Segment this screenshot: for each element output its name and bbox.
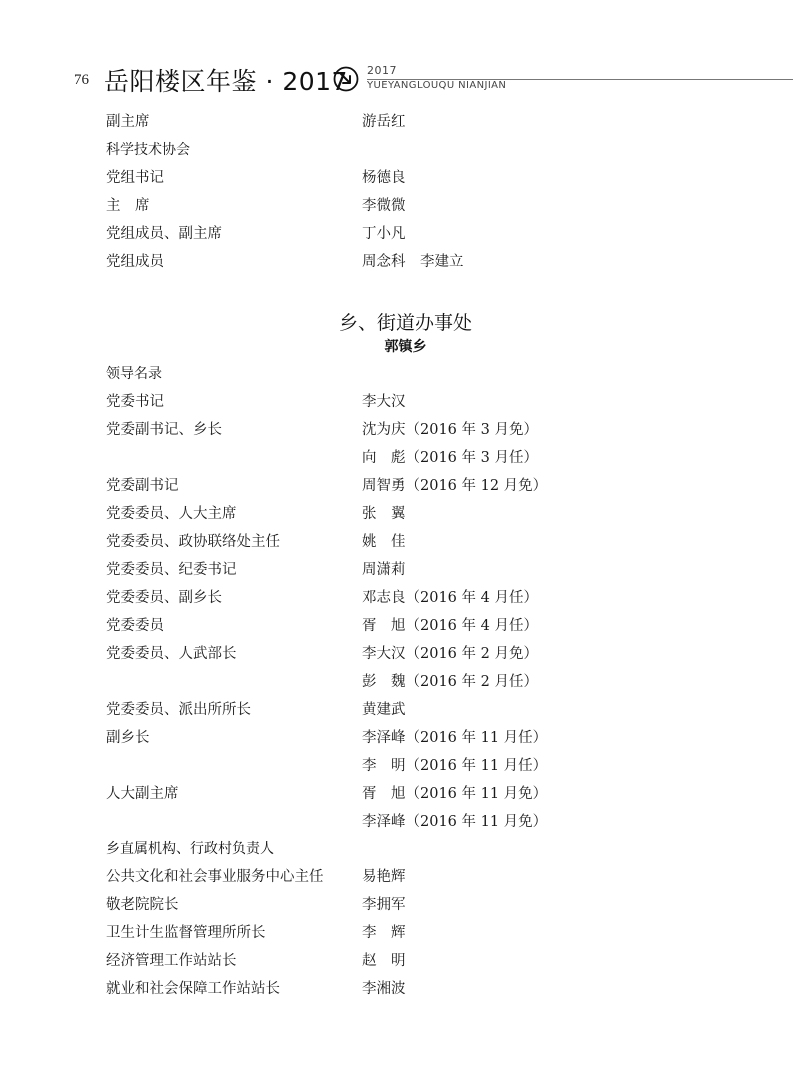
- role-label: 公共文化和社会事业服务中心主任: [106, 869, 324, 885]
- person-name: 张 翼: [362, 506, 406, 522]
- list-item: [0, 810, 793, 834]
- science-association-heading: 科学技术协会: [106, 142, 190, 158]
- list-item: [0, 166, 793, 190]
- role-label: 就业和社会保障工作站站长: [106, 981, 280, 997]
- list-item: [0, 754, 793, 778]
- list-item: [0, 949, 793, 973]
- person-name: 李泽峰（2016 年 11 月任）: [362, 730, 548, 746]
- list-item: [0, 698, 793, 722]
- leaders-heading: 领导名录: [106, 366, 162, 382]
- person-name: 黄建武: [362, 702, 406, 718]
- person-name: 丁小凡: [362, 226, 406, 242]
- list-item: [0, 614, 793, 638]
- circle-arrow-down-right-icon: [333, 66, 359, 92]
- person-name: 李拥军: [362, 897, 406, 913]
- person-name: 李大汉（2016 年 2 月免）: [362, 646, 538, 662]
- role-label: 党委委员、政协联络处主任: [106, 534, 280, 550]
- person-name: 胥 旭（2016 年 11 月免）: [362, 786, 548, 802]
- list-item: [0, 390, 793, 414]
- list-item: [0, 530, 793, 554]
- list-item: [0, 586, 793, 610]
- person-name: 杨德良: [362, 170, 406, 186]
- list-item: [0, 977, 793, 1001]
- person-name: 向 彪（2016 年 3 月任）: [362, 450, 538, 466]
- role-label: 党委委员、人武部长: [106, 646, 237, 662]
- role-label: 主 席: [106, 198, 150, 214]
- person-name: 易艳辉: [362, 869, 406, 885]
- role-label: 党委副书记、乡长: [106, 422, 222, 438]
- person-name: 李 辉: [362, 925, 406, 941]
- role-label: 副主席: [106, 114, 150, 130]
- person-name: 胥 旭（2016 年 4 月任）: [362, 618, 538, 634]
- person-name: 周潇莉: [362, 562, 406, 578]
- list-item: [0, 642, 793, 666]
- role-label: 党委委员、派出所所长: [106, 702, 251, 718]
- role-label: 党委书记: [106, 394, 164, 410]
- role-label: 副乡长: [106, 730, 150, 746]
- person-name: 李 明（2016 年 11 月任）: [362, 758, 548, 774]
- person-name: 游岳红: [362, 114, 406, 130]
- person-name: 周念科 李建立: [362, 254, 464, 270]
- list-item: [0, 670, 793, 694]
- role-label: 党组书记: [106, 170, 164, 186]
- list-item: [0, 474, 793, 498]
- role-label: 党委委员、纪委书记: [106, 562, 237, 578]
- person-name: 赵 明: [362, 953, 406, 969]
- list-item: [0, 726, 793, 750]
- role-label: 敬老院院长: [106, 897, 179, 913]
- section-subtitle: 郭镇乡: [384, 339, 427, 355]
- list-item: [0, 222, 793, 246]
- role-label: 经济管理工作站站长: [106, 953, 237, 969]
- list-item: [0, 921, 793, 945]
- header-year: 2017: [367, 64, 397, 77]
- person-name: 姚 佳: [362, 534, 406, 550]
- role-label: 党组成员、副主席: [106, 226, 222, 242]
- list-item: [0, 250, 793, 274]
- list-item: [0, 502, 793, 526]
- list-item: [0, 418, 793, 442]
- list-item: [0, 782, 793, 806]
- person-name: 李泽峰（2016 年 11 月免）: [362, 814, 548, 830]
- list-item: [0, 558, 793, 582]
- person-name: 彭 魏（2016 年 2 月任）: [362, 674, 538, 690]
- person-name: 李湘波: [362, 981, 406, 997]
- section-title: 乡、街道办事处: [338, 312, 472, 334]
- role-label: 党委委员: [106, 618, 164, 634]
- list-item: [0, 446, 793, 470]
- institutions-heading: 乡直属机构、行政村负责人: [106, 841, 274, 857]
- person-name: 邓志良（2016 年 4 月任）: [362, 590, 538, 606]
- page-number: 76: [74, 72, 89, 88]
- role-label: 党委委员、副乡长: [106, 590, 222, 606]
- role-label: 党委委员、人大主席: [106, 506, 237, 522]
- role-label: 人大副主席: [106, 786, 179, 802]
- header-pinyin: YUEYANGLOUQU NIANJIAN: [367, 80, 507, 91]
- yearbook-title: 岳阳楼区年鉴 · 2017: [104, 67, 348, 96]
- person-name: 李微微: [362, 198, 406, 214]
- person-name: 沈为庆（2016 年 3 月免）: [362, 422, 538, 438]
- list-item: [0, 194, 793, 218]
- role-label: 党组成员: [106, 254, 164, 270]
- list-item: [0, 110, 793, 134]
- role-label: 卫生计生监督管理所所长: [106, 925, 266, 941]
- list-item: [0, 865, 793, 889]
- person-name: 李大汉: [362, 394, 406, 410]
- role-label: 党委副书记: [106, 478, 179, 494]
- person-name: 周智勇（2016 年 12 月免）: [362, 478, 548, 494]
- list-item: [0, 893, 793, 917]
